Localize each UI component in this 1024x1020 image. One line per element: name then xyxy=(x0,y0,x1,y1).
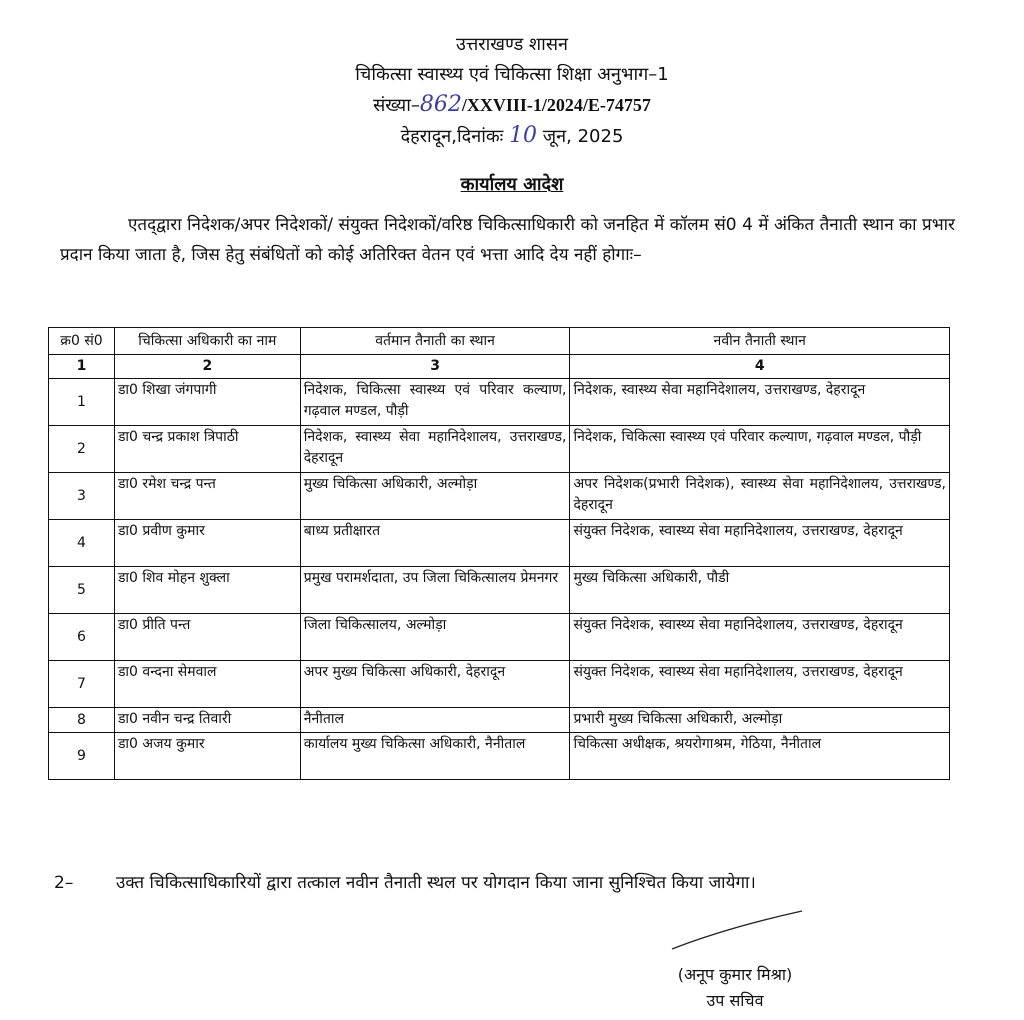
current-posting: कार्यालय मुख्य चिकित्सा अधिकारी, नैनीताल xyxy=(300,733,570,780)
table-row xyxy=(49,379,950,426)
current-posting: जिला चिकित्सालय, अल्मोड़ा xyxy=(300,614,570,661)
serial-number: 9 xyxy=(49,733,115,780)
table-header-row xyxy=(49,328,950,355)
officer-name: डा0 प्रीति पन्त xyxy=(114,614,300,661)
new-posting: मुख्य चिकित्सा अधिकारी, पौडी xyxy=(570,567,950,614)
column-number: 2 xyxy=(114,355,300,379)
serial-number: 4 xyxy=(49,520,115,567)
intro-paragraph: एतद्‌द्वारा निदेशक/अपर निदेशकों/ संयुक्त निदेशकों/वरिष्ठ चिकित्साधिकारी को जनहित में कॉलम सं0 4 में अंकित तैनाती स्थान का प्रभार प्रदान किया जाता है, जिस हेतु संबंधितों को कोई अतिरिक्त वेतन एवं भत्ता आदि देय नहीं होगाः– xyxy=(60,215,955,265)
government-name: उत्तराखण्ड शासन xyxy=(455,34,568,55)
table-row xyxy=(49,426,950,473)
serial-number: 7 xyxy=(49,661,115,708)
table-row xyxy=(49,708,950,733)
date-prefix: देहरादून,दिनांकः xyxy=(400,126,504,147)
new-posting: प्रभारी मुख्य चिकित्सा अधिकारी, अल्मोड़ा xyxy=(570,708,950,733)
signatory-name: (अनूप कुमार मिश्रा) xyxy=(677,965,793,984)
officer-name: डा0 शिखा जंगपागी xyxy=(114,379,300,426)
current-posting: बाध्य प्रतीक्षारत xyxy=(300,520,570,567)
reference-number xyxy=(0,90,1024,121)
table-row xyxy=(49,661,950,708)
new-posting: संयुक्त निदेशक, स्वास्थ्य सेवा महानिदेशालय, उत्तराखण्ड, देहरादून xyxy=(570,614,950,661)
officer-name: डा0 नवीन चन्द्र तिवारी xyxy=(114,708,300,733)
new-posting: निदेशक, चिकित्सा स्वास्थ्य एवं परिवार कल्याण, गढ़वाल मण्डल, पौड़ी xyxy=(570,426,950,473)
officer-name: डा0 चन्द्र प्रकाश त्रिपाठी xyxy=(114,426,300,473)
paragraph-text: उक्त चिकित्साधिकारियों द्वारा तत्काल नवीन तैनाती स्थल पर योगदान किया जाना सुनिश्चित किया जायेगा। xyxy=(116,873,756,893)
signatory-designation: उप सचिव xyxy=(706,991,764,1010)
posting-table xyxy=(48,327,950,780)
current-posting: अपर मुख्य चिकित्सा अधिकारी, देहरादून xyxy=(300,661,570,708)
header-new-posting: नवीन तैनाती स्थान xyxy=(570,328,950,355)
handwritten-reference: 862 xyxy=(419,92,462,117)
document-header xyxy=(0,30,1024,152)
signatory-block xyxy=(660,962,810,1014)
paragraph-number: 2– xyxy=(54,873,74,893)
order-title: कार्यालय आदेश xyxy=(460,174,564,195)
officer-name: डा0 प्रवीण कुमार xyxy=(114,520,300,567)
current-posting: मुख्य चिकित्सा अधिकारी, अल्मोड़ा xyxy=(300,473,570,520)
new-posting: संयुक्त निदेशक, स्वास्थ्य सेवा महानिदेशालय, उत्तराखण्ड, देहरादून xyxy=(570,520,950,567)
column-number-row xyxy=(49,355,950,379)
new-posting: अपर निदेशक(प्रभारी निदेशक), स्वास्थ्य सेवा महानिदेशालय, उत्तराखण्ड, देहरादून xyxy=(570,473,950,520)
table-row xyxy=(49,520,950,567)
date-suffix: जून, 2025 xyxy=(542,126,624,147)
current-posting: नैनीताल xyxy=(300,708,570,733)
serial-number: 6 xyxy=(49,614,115,661)
paragraph-2 xyxy=(54,868,944,898)
column-number: 4 xyxy=(570,355,950,379)
header-serial: क्र0 सं0 xyxy=(49,328,115,355)
reference-prefix: संख्या– xyxy=(373,95,420,116)
serial-number: 2 xyxy=(49,426,115,473)
column-number: 3 xyxy=(300,355,570,379)
officer-name: डा0 अजय कुमार xyxy=(114,733,300,780)
new-posting: चिकित्सा अधीक्षक, श्रयरोगाश्रम, गेठिया, नैनीताल xyxy=(570,733,950,780)
table-row xyxy=(49,614,950,661)
current-posting: निदेशक, चिकित्सा स्वास्थ्य एवं परिवार कल्याण, गढ़वाल मण्डल, पौड़ी xyxy=(300,379,570,426)
serial-number: 1 xyxy=(49,379,115,426)
header-current-posting: वर्तमान तैनाती का स्थान xyxy=(300,328,570,355)
date-line xyxy=(0,121,1024,152)
officer-name: डा0 वन्दना सेमवाल xyxy=(114,661,300,708)
officer-name: डा0 रमेश चन्द्र पन्त xyxy=(114,473,300,520)
serial-number: 3 xyxy=(49,473,115,520)
reference-suffix: /XXVIII-1/2024/E-74757 xyxy=(461,95,651,115)
column-number: 1 xyxy=(49,355,115,379)
table-row xyxy=(49,473,950,520)
officer-name: डा0 शिव मोहन शुक्ला xyxy=(114,567,300,614)
serial-number: 8 xyxy=(49,708,115,733)
serial-number: 5 xyxy=(49,567,115,614)
current-posting: प्रमुख परामर्शदाता, उप जिला चिकित्सालय प्रेमनगर xyxy=(300,567,570,614)
signature-mark xyxy=(668,905,808,955)
department-section: चिकित्सा स्वास्थ्य एवं चिकित्सा शिक्षा अनुभाग–1 xyxy=(355,64,669,85)
table-row xyxy=(49,733,950,780)
handwritten-date: 10 xyxy=(509,123,538,148)
current-posting: निदेशक, स्वास्थ्य सेवा महानिदेशालय, उत्तराखण्ड, देहरादून xyxy=(300,426,570,473)
table-row xyxy=(49,567,950,614)
new-posting: संयुक्त निदेशक, स्वास्थ्य सेवा महानिदेशालय, उत्तराखण्ड, देहरादून xyxy=(570,661,950,708)
new-posting: निदेशक, स्वास्थ्य सेवा महानिदेशालय, उत्तराखण्ड, देहरादून xyxy=(570,379,950,426)
header-officer-name: चिकित्सा अधिकारी का नाम xyxy=(114,328,300,355)
